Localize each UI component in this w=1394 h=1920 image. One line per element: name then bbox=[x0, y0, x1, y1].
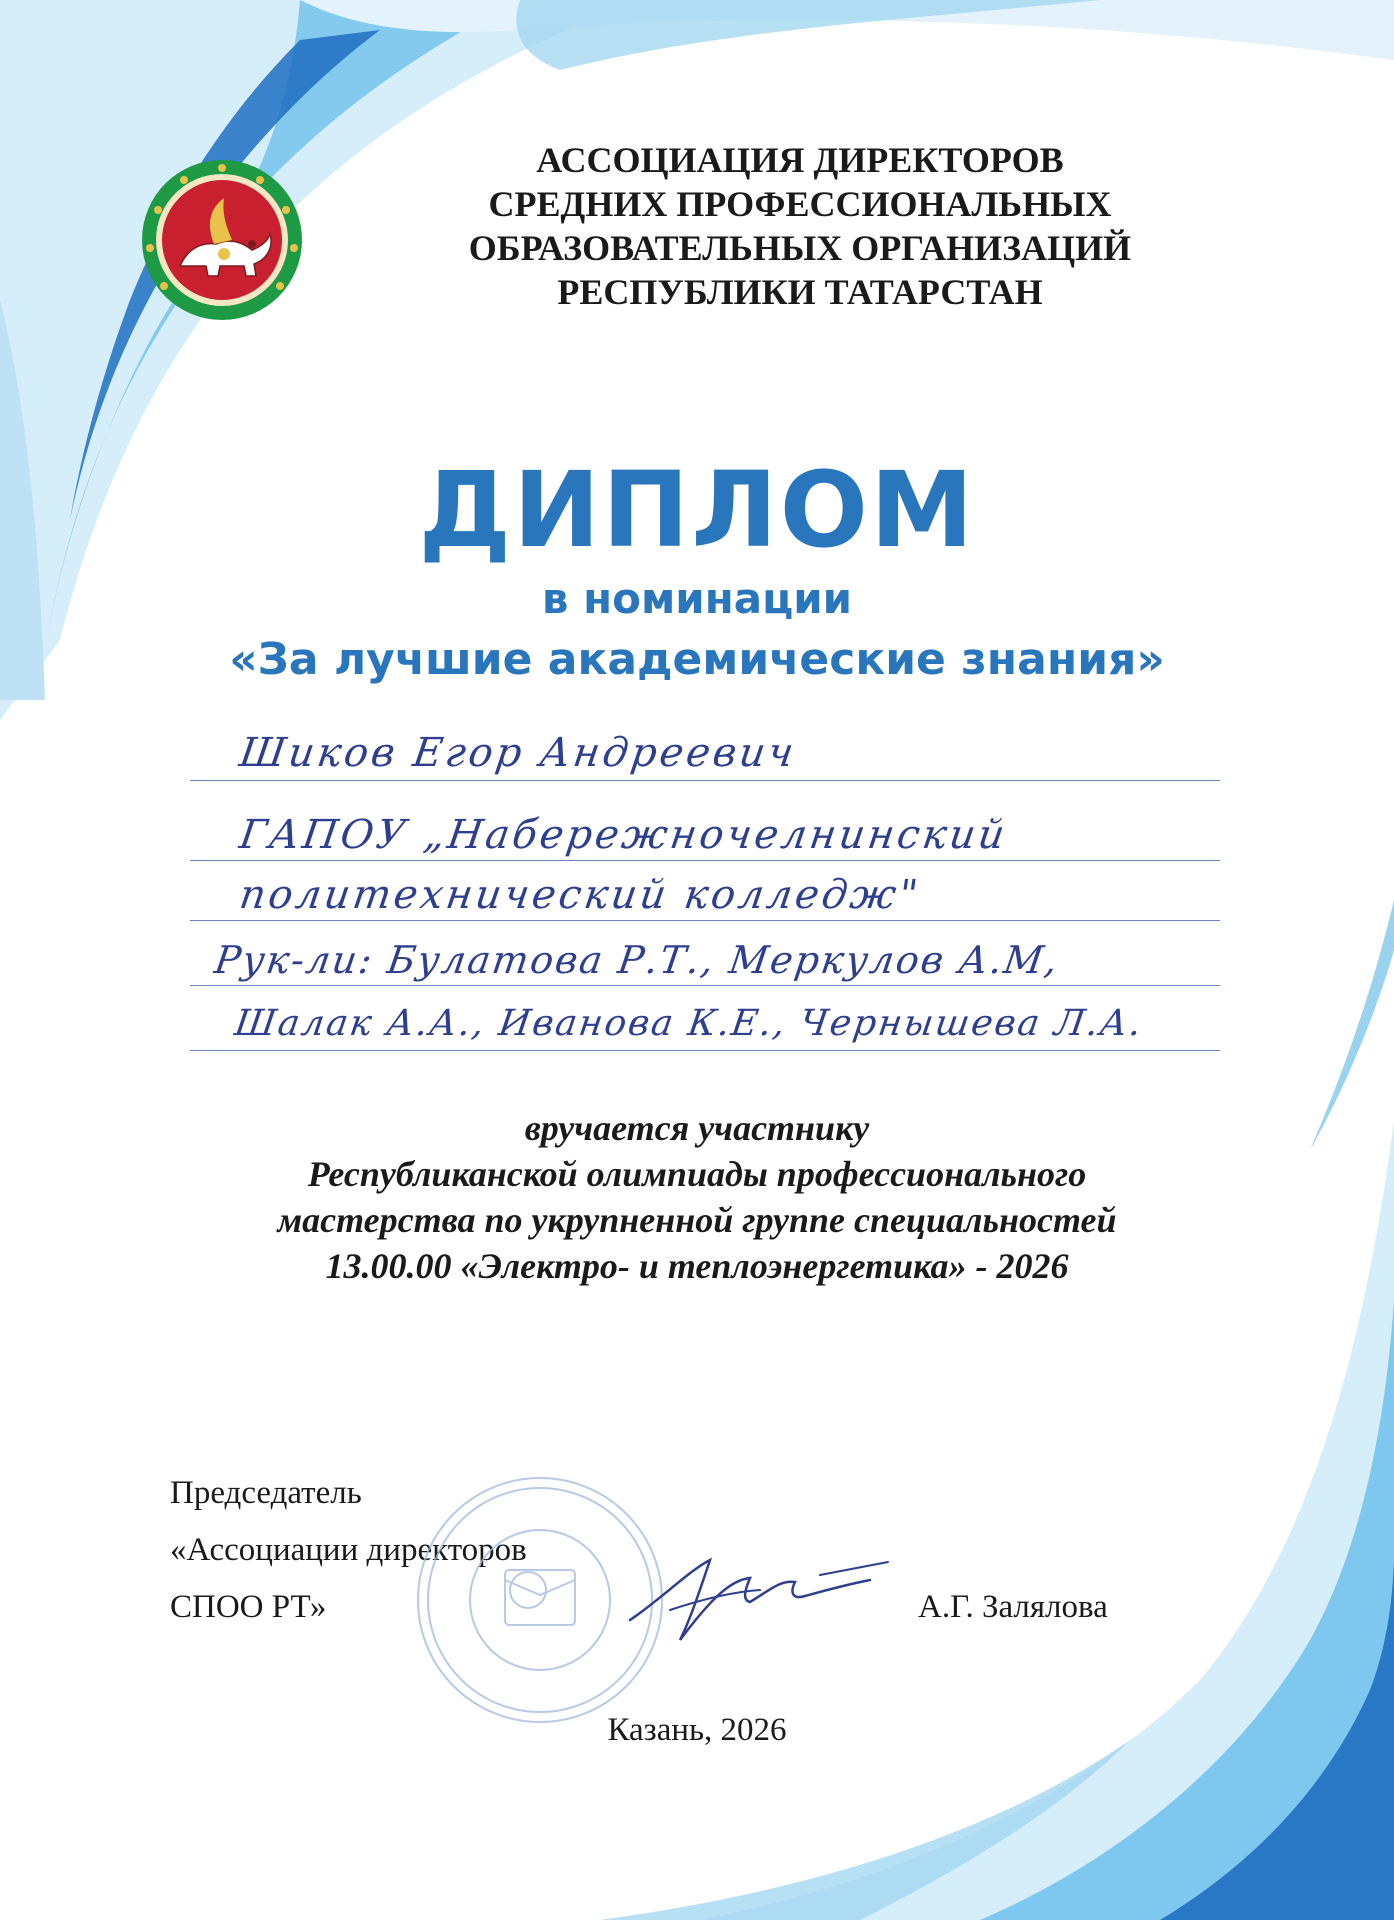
signer-name: А.Г. Залялова bbox=[918, 1589, 1108, 1625]
award-description bbox=[0, 1105, 1394, 1289]
tatarstan-coat-of-arms-icon bbox=[140, 158, 304, 322]
org-title-line: СРЕДНИХ ПРОФЕССИОНАЛЬНЫХ bbox=[488, 184, 1112, 224]
nomination-name: «За лучшие академические знания» bbox=[229, 634, 1165, 685]
signer-role-line: «Ассоциации директоров bbox=[170, 1532, 527, 1568]
underline-5 bbox=[190, 1050, 1220, 1051]
diploma-title: ДИПЛОМ bbox=[418, 449, 976, 571]
org-title-line: ОБРАЗОВАТЕЛЬНЫХ ОРГАНИЗАЦИЙ bbox=[468, 228, 1132, 268]
award-line: 13.00.00 «Электро- и теплоэнергетика» - 2026 bbox=[325, 1246, 1069, 1286]
handwritten-signature-icon bbox=[620, 1530, 890, 1660]
recipient-name: Шиков Егор Андреевич bbox=[236, 730, 800, 776]
org-title-line: РЕСПУБЛИКИ ТАТАРСТАН bbox=[557, 272, 1043, 312]
underline-4 bbox=[190, 985, 1220, 986]
underline-2 bbox=[190, 860, 1220, 861]
signer-role-line: Председатель bbox=[170, 1475, 362, 1511]
recipient-institution: ГАПОУ „Набережночелнинский bbox=[236, 812, 1011, 858]
award-line: вручается участнику bbox=[524, 1108, 870, 1148]
recipient-supervisors-cont: Шалак А.А., Иванова К.Е., Чернышева Л.А. bbox=[232, 1003, 1146, 1044]
recipient-institution-cont: политехнический колледж" bbox=[236, 872, 924, 918]
recipient-supervisors: Рук-ли: Булатова Р.Т., Меркулов А.М, bbox=[211, 938, 1063, 982]
underline-1 bbox=[190, 780, 1220, 781]
place-date: Казань, 2026 bbox=[607, 1712, 787, 1748]
award-line: мастерства по укрупненной группе специальностей bbox=[277, 1200, 1117, 1240]
nomination-label: в номинации bbox=[541, 574, 853, 623]
organization-title bbox=[420, 138, 1180, 314]
signer-role-line: СПОО РТ» bbox=[170, 1589, 327, 1625]
underline-3 bbox=[190, 920, 1220, 921]
award-line: Республиканской олимпиады профессионального bbox=[307, 1154, 1087, 1194]
org-title-line: АССОЦИАЦИЯ ДИРЕКТОРОВ bbox=[536, 140, 1064, 180]
